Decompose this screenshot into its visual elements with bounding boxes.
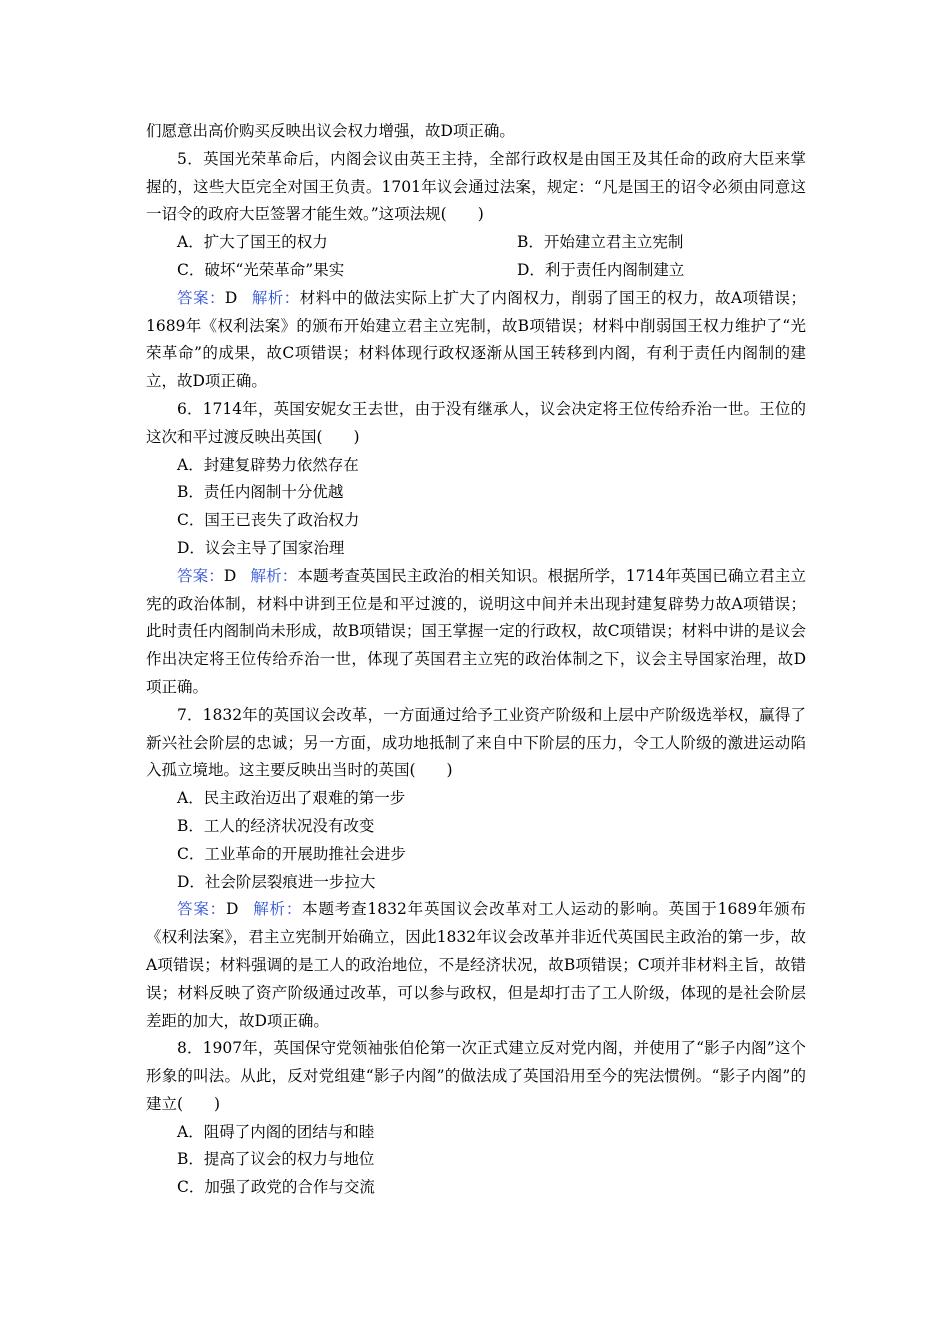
analysis-label: 解析： xyxy=(252,900,303,919)
analysis-text: 本题考查1832年英国议会改革对工人运动的影响。英国于1689年颁布《权利法案》，君主立宪制开始确立，因此1832年议会改革并非近代英国民主政治的第一步，故A项错误；材料强调的是工人的政治地位，不是经济状况，故B项错误；C项并非材料主旨，故错误；材料反映了资产阶级通过改革，可以参与政权，但是却打击了工人阶级，体现的是社会阶层差距的加大，故D项正确。 xyxy=(146,900,806,1030)
question-8 xyxy=(146,1035,806,1202)
intro-text: 们愿意出高价购买反映出议会权力增强，故D项正确。 xyxy=(146,122,515,140)
answer-label: 答案： xyxy=(177,288,225,307)
content-column xyxy=(146,118,806,1202)
option-b: B．工人的经济状况没有改变 xyxy=(177,816,375,835)
analysis-text: 材料中的做法实际上扩大了内阁权力，削弱了国王的权力，故A项错误；1689年《权利法案》的颁布开始建立君主立宪制，故B项错误；材料中削弱国王权力维护了“光荣革命”的成果，故C项错误；材料体现行政权逐渐从国王转移到内阁，有利于责任内阁制的建立，故D项正确。 xyxy=(146,288,806,391)
option-b: B．提高了议会的权力与地位 xyxy=(177,1150,375,1169)
option-c: C．破坏“光荣革命”果实 xyxy=(177,260,345,279)
answer-value: D xyxy=(225,900,239,919)
options-grid xyxy=(146,229,806,285)
question-stem: 7．1832年的英国议会改革，一方面通过给予工业资产阶级和上层中产阶级选举权，赢得了新兴社会阶层的忠诚；另一方面，成功地抵制了来自中下阶层的压力，令工人阶级的激进运动陷入孤立境地。这主要反映出当时的英国( ) xyxy=(146,705,806,780)
option-c: C．国王已丧失了政治权力 xyxy=(177,511,360,530)
question-5 xyxy=(146,146,806,396)
option-d: D．利于责任内阁制建立 xyxy=(517,260,685,279)
analysis-label: 解析： xyxy=(251,288,300,307)
answer-label: 答案： xyxy=(177,566,224,585)
analysis-text: 本题考查英国民主政治的相关知识。根据所学，1714年英国已确立君主立宪的政治体制，材料中讲到王位是和平过渡的，说明这中间并未出现封建复辟势力故A项错误；此时责任内阁制尚未形成，故B项错误；国王掌握一定的行政权，故C项错误；材料中讲的是议会作出决定将王位传给乔治一世，体现了英国君主立宪的政治体制之下，议会主导国家治理，故D项正确。 xyxy=(146,566,806,696)
question-stem: 6．1714年，英国安妮女王去世，由于没有继承人，议会决定将王位传给乔治一世。王位的这次和平过渡反映出英国( ) xyxy=(146,399,806,446)
answer-block xyxy=(146,285,806,396)
question-6 xyxy=(146,396,806,702)
option-c: C．工业革命的开展助推社会进步 xyxy=(177,844,406,863)
option-a: A．封建复辟势力依然存在 xyxy=(177,455,359,474)
answer-value: D xyxy=(224,288,238,307)
question-stem: 5．英国光荣革命后，内阁会议由英王主持，全部行政权是由国王及其任命的政府大臣来掌握的，这些大臣完全对国王负责。1701年议会通过法案，规定：“凡是国王的诏令必须由同意这一诏令的政府大臣签署才能生效。”这项法规( ) xyxy=(146,149,806,224)
answer-block xyxy=(146,896,806,1035)
option-a: A．扩大了国王的权力 xyxy=(177,233,328,252)
question-stem: 8．1907年，英国保守党领袖张伯伦第一次正式建立反对党内阁，并使用了“影子内阁”这个形象的叫法。从此，反对党组建“影子内阁”的做法成了英国沿用至今的宪法惯例。“影子内阁”的建立( ) xyxy=(146,1039,806,1113)
question-7 xyxy=(146,702,806,1036)
option-a: A．民主政治迈出了艰难的第一步 xyxy=(177,789,406,808)
option-c: C．加强了政党的合作与交流 xyxy=(177,1178,375,1197)
answer-block xyxy=(146,563,806,702)
answer-label: 答案： xyxy=(177,900,226,919)
option-d: D．社会阶层裂痕进一步拉大 xyxy=(177,872,376,891)
option-d: D．议会主导了国家治理 xyxy=(177,538,345,557)
option-a: A．阻碍了内阁的团结与和睦 xyxy=(177,1122,375,1141)
option-b: B．责任内阁制十分优越 xyxy=(177,483,344,502)
analysis-label: 解析： xyxy=(250,566,298,585)
option-b: B．开始建立君主立宪制 xyxy=(517,233,684,252)
answer-value: D xyxy=(223,566,237,585)
